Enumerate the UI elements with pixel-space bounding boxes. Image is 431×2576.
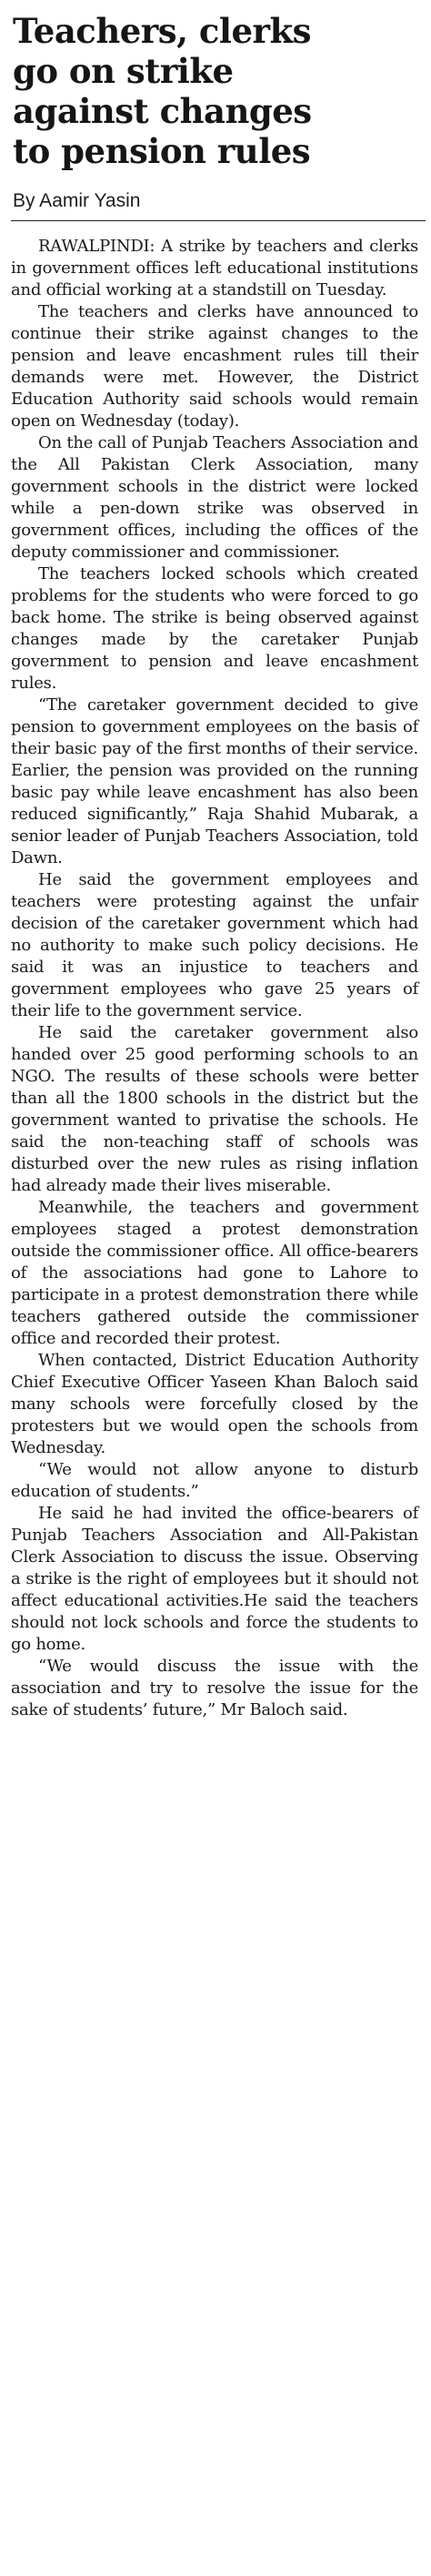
paragraph: On the call of Punjab Teachers Association and the All Pakistan Clerk Association, many government schools in the district were locked while a pen-down strike was observed in government offices, including the offices of the deputy commissioner and commissioner. — [11, 433, 418, 562]
headline-line: go on strike — [13, 51, 234, 91]
paragraph: When contacted, District Education Authority Chief Executive Officer Yaseen Khan Baloch said many schools were forcefully closed by the protesters but we would open the schools from Wednesday. — [11, 1351, 418, 1457]
paragraph: “We would discuss the issue with the association and try to resolve the issue for the sake of students’ future,” Mr Baloch said. — [11, 1657, 418, 1719]
paragraph: Meanwhile, the teachers and government employees staged a protest demonstration outside the commissioner office. All office-bearers of the associations had gone to Lahore to participate in a protest demonstration there while teachers gathered outside the commissioner office and recorded their protest. — [11, 1198, 418, 1348]
paragraph: RAWALPINDI: A strike by teachers and clerks in government offices left educational institutions and official working at a standstill on Tuesday. — [11, 237, 418, 299]
paragraph: He said he had invited the office-bearers of Punjab Teachers Association and All-Pakistan Clerk Association to discuss the issue. Observing a strike is the right of employees but it should not affect educational activities.He said the teachers should not lock schools and force the students to go home. — [11, 1504, 418, 1654]
headline — [13, 11, 418, 171]
paragraph: He said the government employees and teachers were protesting against the unfair decision of the caretaker government which had no authority to make such policy decisions. He said it was an injustice to teachers and government employees who gave 25 years of their life to the government service. — [11, 870, 418, 1020]
headline-line: to pension rules — [13, 131, 311, 171]
article-body — [11, 236, 418, 1721]
paragraph: “The caretaker government decided to give pension to government employees on the basis of their basic pay of the first months of their service. Earlier, the pension was provided on the running basic pay while leave encashment has also been reduced significantly,” Raja Shahid Mubarak, a senior leader of Punjab Teachers Association, told Dawn. — [11, 695, 418, 867]
paragraph: He said the caretaker government also handed over 25 good performing schools to an NGO. The results of these schools were better than all the 1800 schools in the district but the government wanted to privatise the schools. He said the non-teaching staff of schools was disturbed over the new rules as rising inflation had already made their lives miserable. — [11, 1023, 418, 1195]
paragraph: The teachers locked schools which created problems for the students who were forced to go back home. The strike is being observed against changes made by the caretaker Punjab government to pension and leave encashment rules. — [11, 564, 418, 693]
byline-divider — [11, 220, 426, 221]
paragraph: “We would not allow anyone to disturb education of students.” — [11, 1460, 418, 1501]
paragraph: The teachers and clerks have announced to continue their strike against changes to the pension and leave encashment rules till their demands were met. However, the District Education Authority said schools would remain open on Wednesday (today). — [11, 302, 418, 431]
byline: By Aamir Yasin — [13, 190, 141, 211]
headline-line: against changes — [13, 91, 312, 131]
headline-line: Teachers, clerks — [13, 11, 311, 51]
